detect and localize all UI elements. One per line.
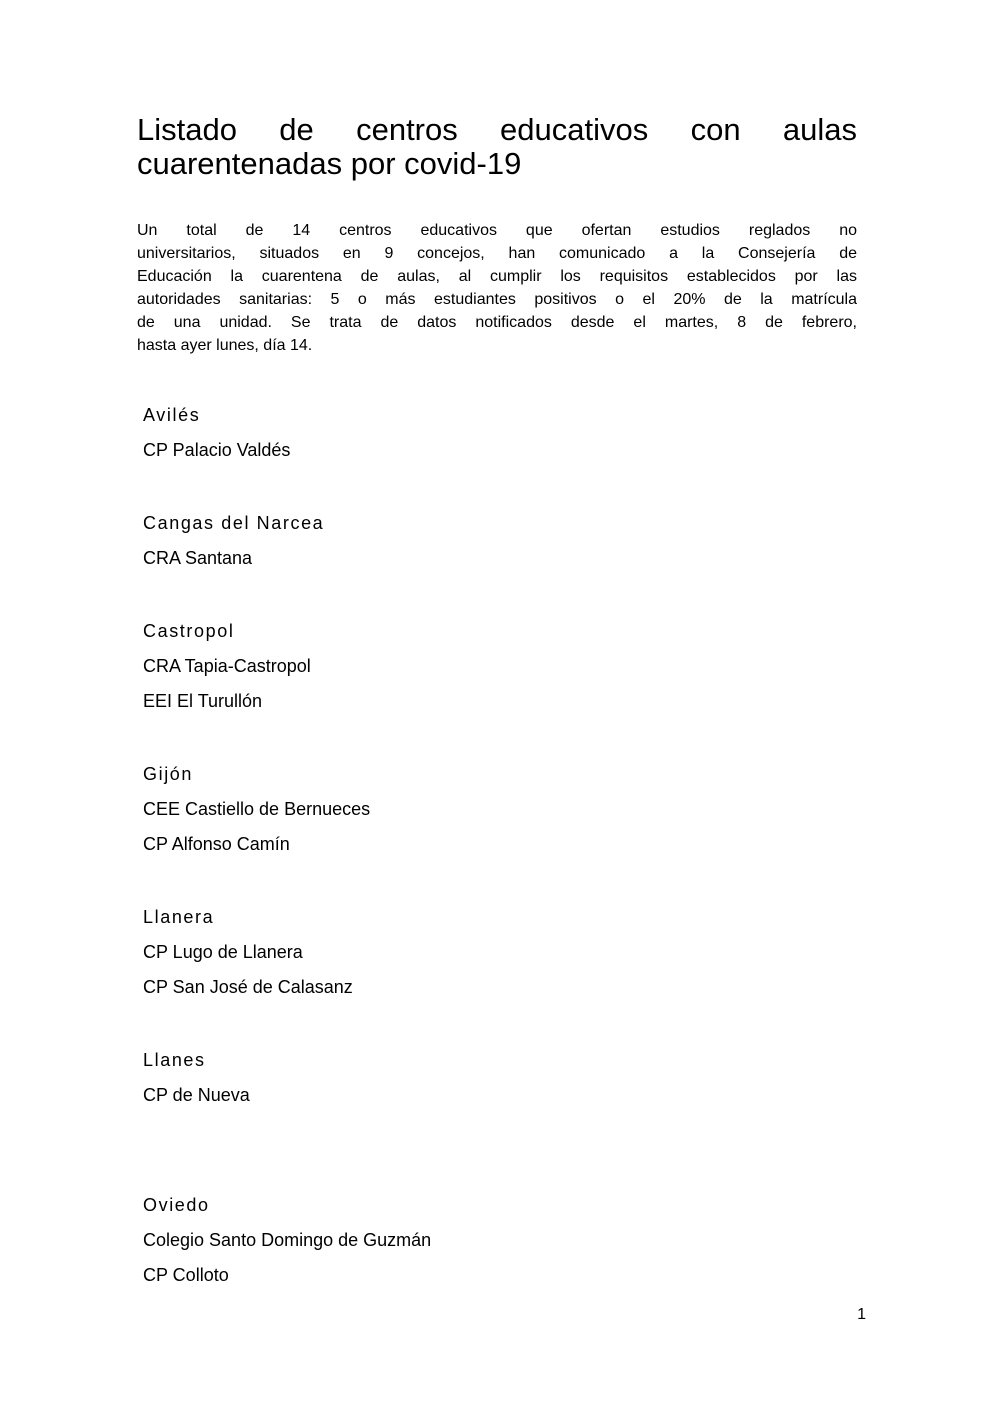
title-line: Listado de centros educativos con aulas: [137, 112, 857, 147]
intro-line: universitarios, situados en 9 concejos, han comunicado a la Consejería de: [137, 245, 857, 262]
municipality-section: [143, 506, 857, 576]
municipality-section: [143, 398, 857, 468]
municipality-section: [143, 757, 857, 862]
municipality-section: [143, 614, 857, 719]
document-content: [137, 0, 857, 1293]
school-entry: CP Alfonso Camín: [143, 834, 290, 854]
municipality-heading: Oviedo: [143, 1195, 210, 1215]
municipality-section: [143, 900, 857, 1005]
municipality-heading: Llanera: [143, 907, 215, 927]
intro-paragraph: [137, 219, 857, 357]
municipality-heading: Llanes: [143, 1050, 206, 1070]
school-entry: CEE Castiello de Bernueces: [143, 799, 371, 819]
municipality-section: [143, 1188, 857, 1293]
document-title: [137, 113, 857, 181]
school-entry: CP Lugo de Llanera: [143, 942, 303, 962]
school-entry: CP Colloto: [143, 1265, 229, 1285]
municipality-heading: Avilés: [143, 405, 201, 425]
municipality-heading: Gijón: [143, 764, 194, 784]
school-entry: CRA Tapia-Castropol: [143, 656, 311, 676]
municipality-section: [143, 1043, 857, 1113]
school-entry: CP San José de Calasanz: [143, 977, 353, 997]
intro-line: autoridades sanitarias: 5 o más estudiantes positivos o el 20% de la matrícula: [137, 291, 857, 308]
intro-line: hasta ayer lunes, día 14.: [137, 337, 313, 354]
municipality-sections: [137, 398, 857, 1293]
municipality-heading: Castropol: [143, 621, 235, 641]
intro-line: de una unidad. Se trata de datos notificados desde el martes, 8 de febrero,: [137, 314, 857, 331]
page-number: 1: [857, 1306, 866, 1323]
municipality-heading: Cangas del Narcea: [143, 513, 325, 533]
school-entry: Colegio Santo Domingo de Guzmán: [143, 1230, 432, 1250]
intro-line: Un total de 14 centros educativos que ofertan estudios reglados no: [137, 222, 857, 239]
school-entry: EEI El Turullón: [143, 691, 263, 711]
intro-line: Educación la cuarentena de aulas, al cumplir los requisitos establecidos por las: [137, 268, 857, 285]
school-entry: CP de Nueva: [143, 1085, 250, 1105]
school-entry: CRA Santana: [143, 548, 253, 568]
title-line: cuarentenadas por covid-19: [137, 146, 522, 181]
school-entry: CP Palacio Valdés: [143, 440, 291, 460]
